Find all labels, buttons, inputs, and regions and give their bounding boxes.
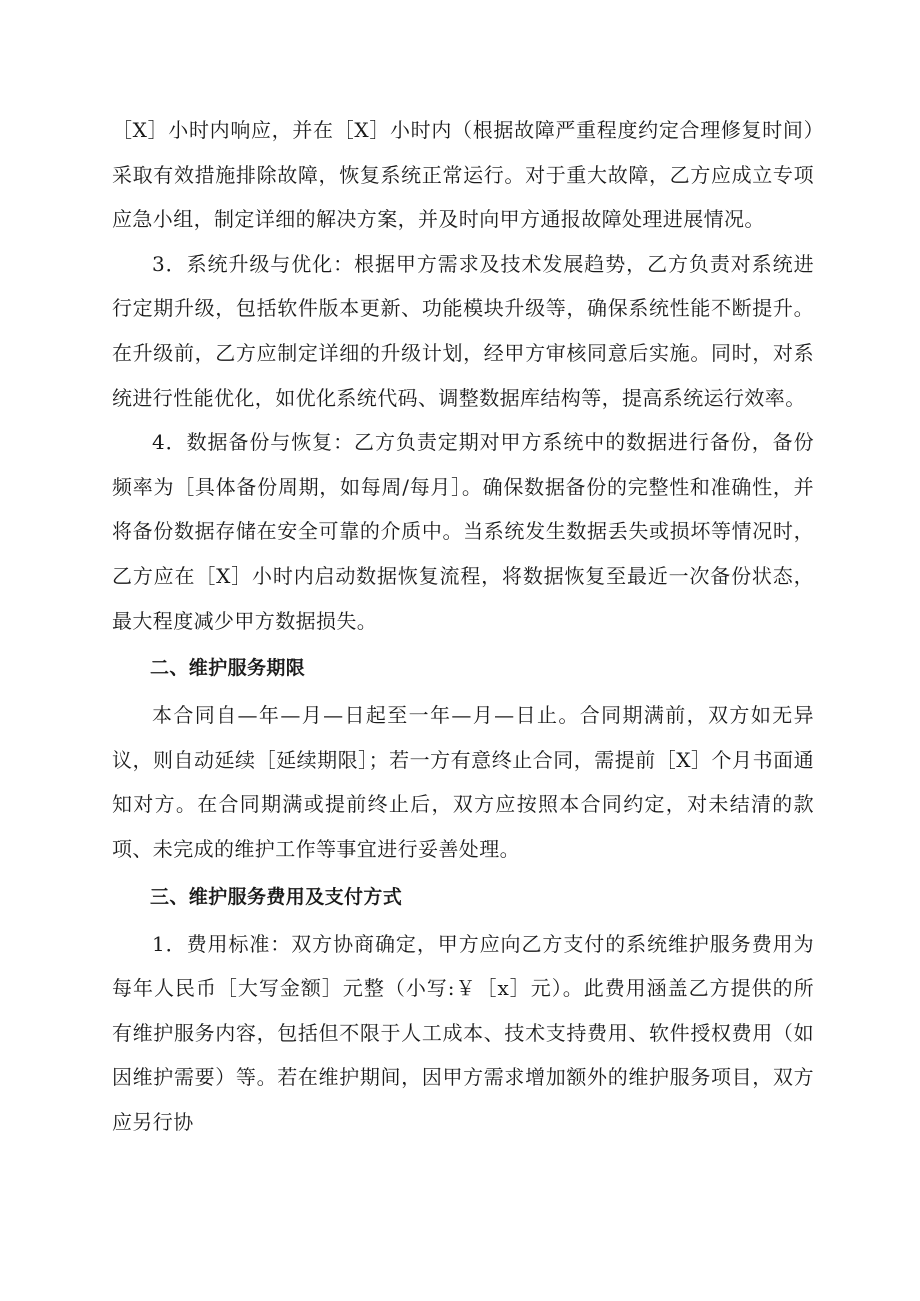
paragraph-service-term: 本合同自—年—月—日起至一年—月—日止。合同期满前，双方如无异议，则自动延续［延续期限］；若一方有意终止合同，需提前［X］个月书面通知对方。在合同期满或提前终止后，双方应按照本合同约定，对未结清的款项、未完成的维护工作等事宜进行妥善处理。 xyxy=(112,703,814,861)
section-heading-fees: 三、维护服务费用及支付方式 xyxy=(150,885,403,908)
paragraph-data-backup: 4．数据备份与恢复：乙方负责定期对甲方系统中的数据进行备份，备份频率为［具体备份周期，如每周/每月］。确保数据备份的完整性和准确性，并将备份数据存储在安全可靠的介质中。当系统发生数据丢失或损坏等情况时，乙方应在［X］小时内启动数据恢复流程，将数据恢复至最近一次备份状态，最大程度减少甲方数据损失。 xyxy=(112,430,814,633)
section-heading-service-term: 二、维护服务期限 xyxy=(150,657,306,680)
document-body xyxy=(112,108,814,1144)
paragraph-fee-standard: 1．费用标准：双方协商确定，甲方应向乙方支付的系统维护服务费用为每年人民币［大写金额］元整（小写:￥［x］元）。此费用涵盖乙方提供的所有维护服务内容，包括但不限于人工成本、技术支持费用、软件授权费用（如因维护需要）等。若在维护期间，因甲方需求增加额外的维护服务项目，双方应另行协 xyxy=(112,931,814,1134)
paragraph-system-upgrade: 3．系统升级与优化：根据甲方需求及技术发展趋势，乙方负责对系统进行定期升级，包括软件版本更新、功能模块升级等，确保系统性能不断提升。在升级前，乙方应制定详细的升级计划，经甲方审核同意后实施。同时，对系统进行性能优化，如优化系统代码、调整数据库结构等，提高系统运行效率。 xyxy=(112,251,814,410)
paragraph-fault-response: ［X］小时内响应，并在［X］小时内（根据故障严重程度约定合理修复时间）采取有效措施排除故障，恢复系统正常运行。对于重大故障，乙方应成立专项应急小组，制定详细的解决方案，并及时向甲方通报故障处理进展情况。 xyxy=(112,118,814,232)
